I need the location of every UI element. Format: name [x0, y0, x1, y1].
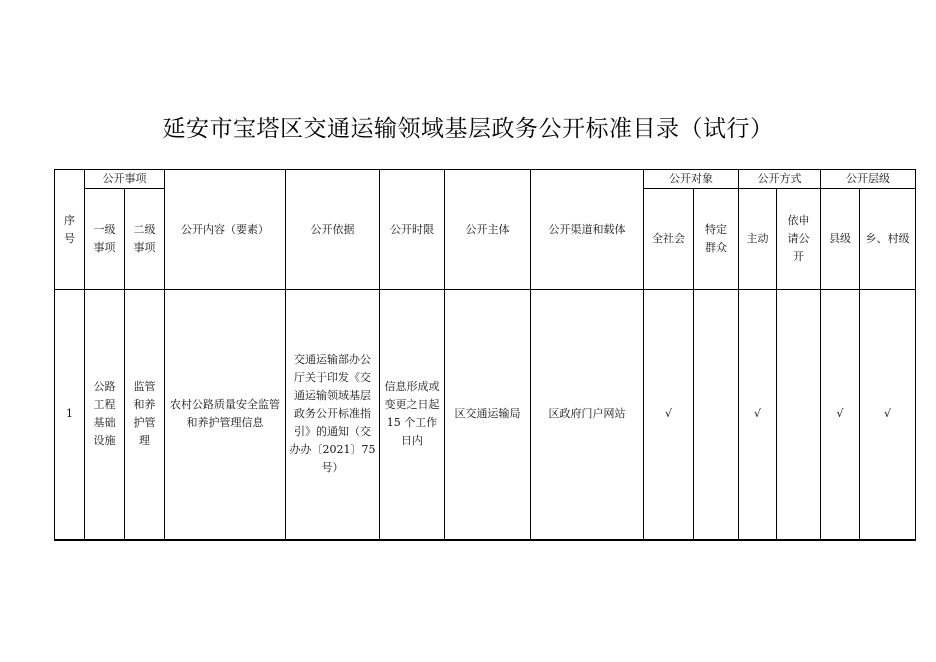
header-time-limit: 公开时限 [380, 170, 445, 290]
header-matter-group: 公开事项 [85, 170, 165, 189]
cell-township-check: √ [860, 290, 916, 540]
header-content: 公开内容（要素） [165, 170, 286, 290]
cell-specific-group-check [694, 290, 739, 540]
cell-level1: 公路 工程 基础 设施 [85, 290, 125, 540]
header-basis: 公开依据 [286, 170, 380, 290]
cell-level2: 监管 和养 护管 理 [125, 290, 165, 540]
header-level-group: 公开层级 [821, 170, 916, 189]
header-target-group: 公开对象 [644, 170, 739, 189]
cell-basis: 交通运输部办公厅关于印发《交通运输领域基层政务公开标准指引》的通知（交办办〔2021〕75号） [286, 290, 380, 540]
header-channel: 公开渠道和载体 [531, 170, 644, 290]
cell-content: 农村公路质量安全监管和养护管理信息 [165, 290, 286, 540]
cell-all-society-check: √ [644, 290, 694, 540]
header-level1: 一级 事项 [85, 189, 125, 290]
cell-on-request-check [777, 290, 821, 540]
header-row-top [55, 170, 916, 189]
header-county: 县级 [821, 189, 860, 290]
cell-active-check: √ [739, 290, 777, 540]
cell-time-limit: 信息形成或变更之日起 15 个工作日内 [380, 290, 445, 540]
header-active: 主动 [739, 189, 777, 290]
header-mode-group: 公开方式 [739, 170, 821, 189]
header-seq: 序 号 [55, 170, 85, 290]
header-specific-group: 特定 群众 [694, 189, 739, 290]
header-subject: 公开主体 [445, 170, 531, 290]
catalog-table [54, 169, 916, 541]
header-on-request: 依申 请公 开 [777, 189, 821, 290]
header-all-society: 全社会 [644, 189, 694, 290]
header-level2: 二级 事项 [125, 189, 165, 290]
cell-subject: 区交通运输局 [445, 290, 531, 540]
document-title: 延安市宝塔区交通运输领域基层政务公开标准目录（试行） [162, 116, 774, 142]
cell-county-check: √ [821, 290, 860, 540]
cell-seq: 1 [55, 290, 85, 540]
table-row [55, 290, 916, 540]
cell-channel: 区政府门户网站 [531, 290, 644, 540]
header-township: 乡、村级 [860, 189, 916, 290]
